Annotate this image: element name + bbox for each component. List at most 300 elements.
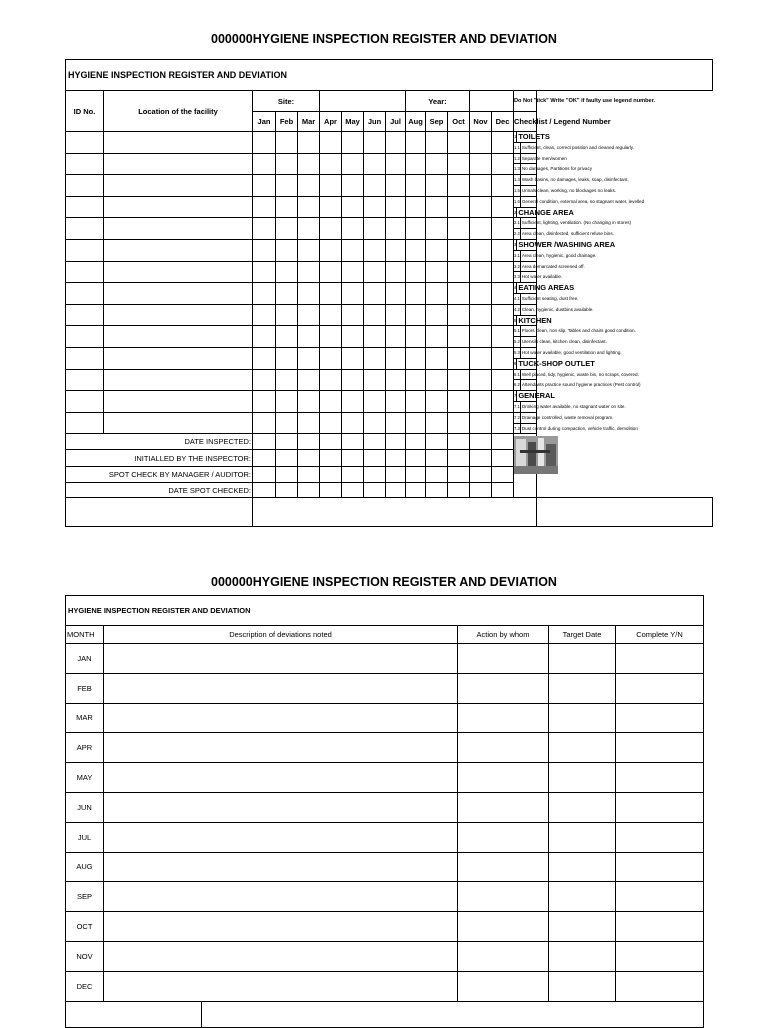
month-cell[interactable] bbox=[406, 132, 426, 154]
deviation-target-cell[interactable] bbox=[549, 703, 616, 733]
footer-month-cell[interactable] bbox=[276, 467, 298, 483]
month-cell[interactable] bbox=[298, 218, 320, 240]
footer-month-cell[interactable] bbox=[386, 450, 406, 467]
deviation-complete-cell[interactable] bbox=[616, 941, 704, 971]
month-cell[interactable] bbox=[298, 412, 320, 434]
deviation-description-cell[interactable] bbox=[104, 644, 458, 674]
footer-month-cell[interactable] bbox=[298, 467, 320, 483]
month-cell[interactable] bbox=[406, 175, 426, 197]
location-cell[interactable] bbox=[104, 196, 253, 218]
month-cell[interactable] bbox=[492, 132, 514, 154]
month-cell[interactable] bbox=[342, 391, 364, 413]
month-cell[interactable] bbox=[492, 239, 514, 261]
id-cell[interactable] bbox=[66, 304, 104, 326]
month-cell[interactable] bbox=[320, 283, 342, 305]
month-cell[interactable] bbox=[448, 391, 470, 413]
deviation-target-cell[interactable] bbox=[549, 763, 616, 793]
month-cell[interactable] bbox=[253, 391, 276, 413]
deviation-action-cell[interactable] bbox=[458, 763, 549, 793]
month-cell[interactable] bbox=[320, 347, 342, 369]
deviation-complete-cell[interactable] bbox=[616, 882, 704, 912]
month-cell[interactable] bbox=[448, 283, 470, 305]
month-cell[interactable] bbox=[448, 218, 470, 240]
month-cell[interactable] bbox=[426, 326, 448, 348]
month-cell[interactable] bbox=[386, 239, 406, 261]
deviation-complete-cell[interactable] bbox=[616, 644, 704, 674]
footer-month-cell[interactable] bbox=[342, 434, 364, 450]
month-cell[interactable] bbox=[426, 412, 448, 434]
month-cell[interactable] bbox=[253, 412, 276, 434]
footer-month-cell[interactable] bbox=[406, 450, 426, 467]
month-cell[interactable] bbox=[406, 304, 426, 326]
month-cell[interactable] bbox=[386, 347, 406, 369]
location-cell[interactable] bbox=[104, 153, 253, 175]
location-cell[interactable] bbox=[104, 283, 253, 305]
month-cell[interactable] bbox=[298, 261, 320, 283]
location-cell[interactable] bbox=[104, 412, 253, 434]
month-cell[interactable] bbox=[492, 218, 514, 240]
deviation-description-cell[interactable] bbox=[104, 971, 458, 1001]
footer-month-cell[interactable] bbox=[492, 434, 514, 450]
footer-month-cell[interactable] bbox=[320, 434, 342, 450]
footer-month-cell[interactable] bbox=[320, 483, 342, 498]
month-cell[interactable] bbox=[470, 347, 492, 369]
month-cell[interactable] bbox=[470, 326, 492, 348]
month-cell[interactable] bbox=[253, 175, 276, 197]
month-cell[interactable] bbox=[470, 261, 492, 283]
month-cell[interactable] bbox=[386, 391, 406, 413]
month-cell[interactable] bbox=[364, 153, 386, 175]
location-cell[interactable] bbox=[104, 239, 253, 261]
month-cell[interactable] bbox=[426, 153, 448, 175]
month-cell[interactable] bbox=[470, 304, 492, 326]
month-cell[interactable] bbox=[470, 369, 492, 391]
footer-month-cell[interactable] bbox=[492, 483, 514, 498]
month-cell[interactable] bbox=[298, 196, 320, 218]
month-cell[interactable] bbox=[276, 391, 298, 413]
deviation-action-cell[interactable] bbox=[458, 941, 549, 971]
footer-month-cell[interactable] bbox=[448, 434, 470, 450]
checklist-item bbox=[514, 164, 593, 175]
month-cell[interactable] bbox=[386, 369, 406, 391]
deviation-action-cell[interactable] bbox=[458, 733, 549, 763]
id-cell[interactable] bbox=[66, 412, 104, 434]
location-cell[interactable] bbox=[104, 261, 253, 283]
deviation-description-cell[interactable] bbox=[104, 941, 458, 971]
month-cell[interactable] bbox=[426, 369, 448, 391]
month-cell[interactable] bbox=[253, 369, 276, 391]
month-cell[interactable] bbox=[364, 369, 386, 391]
deviation-target-cell[interactable] bbox=[549, 882, 616, 912]
month-cell[interactable] bbox=[406, 391, 426, 413]
month-cell[interactable] bbox=[342, 196, 364, 218]
deviation-action-cell[interactable] bbox=[458, 882, 549, 912]
month-cell[interactable] bbox=[276, 261, 298, 283]
footer-month-cell[interactable] bbox=[406, 434, 426, 450]
location-cell[interactable] bbox=[104, 175, 253, 197]
deviation-target-cell[interactable] bbox=[549, 971, 616, 1001]
month-cell[interactable] bbox=[448, 239, 470, 261]
deviation-action-cell[interactable] bbox=[458, 912, 549, 942]
deviation-complete-cell[interactable] bbox=[616, 673, 704, 703]
month-cell[interactable] bbox=[426, 283, 448, 305]
month-cell[interactable] bbox=[470, 132, 492, 154]
month-cell[interactable] bbox=[253, 261, 276, 283]
footer-month-cell[interactable] bbox=[492, 450, 514, 467]
month-cell[interactable] bbox=[364, 304, 386, 326]
month-cell[interactable] bbox=[276, 196, 298, 218]
month-cell[interactable] bbox=[364, 132, 386, 154]
deviation-target-cell[interactable] bbox=[549, 733, 616, 763]
id-cell[interactable] bbox=[66, 196, 104, 218]
col-description-header: Description of deviations noted bbox=[104, 626, 458, 644]
month-cell[interactable] bbox=[253, 153, 276, 175]
deviation-action-cell[interactable] bbox=[458, 852, 549, 882]
month-cell[interactable] bbox=[320, 196, 342, 218]
footer-month-cell[interactable] bbox=[426, 434, 448, 450]
footer-month-cell[interactable] bbox=[342, 450, 364, 467]
footer-month-cell[interactable] bbox=[386, 434, 406, 450]
month-cell[interactable] bbox=[320, 326, 342, 348]
month-cell[interactable] bbox=[386, 261, 406, 283]
footer-month-cell[interactable] bbox=[426, 467, 448, 483]
month-cell[interactable] bbox=[320, 412, 342, 434]
checklist-section bbox=[514, 358, 595, 369]
footer-month-cell[interactable] bbox=[364, 467, 386, 483]
footer-month-cell[interactable] bbox=[448, 450, 470, 467]
id-cell[interactable] bbox=[66, 261, 104, 283]
footer-month-cell[interactable] bbox=[426, 450, 448, 467]
month-cell[interactable] bbox=[276, 218, 298, 240]
month-cell[interactable] bbox=[276, 153, 298, 175]
month-cell[interactable] bbox=[426, 261, 448, 283]
month-cell[interactable] bbox=[364, 175, 386, 197]
id-cell[interactable] bbox=[66, 326, 104, 348]
id-cell[interactable] bbox=[66, 132, 104, 154]
month-cell[interactable] bbox=[406, 347, 426, 369]
deviation-target-cell[interactable] bbox=[549, 792, 616, 822]
month-cell[interactable] bbox=[276, 239, 298, 261]
month-cell[interactable] bbox=[406, 239, 426, 261]
month-cell[interactable] bbox=[426, 218, 448, 240]
month-cell[interactable] bbox=[426, 391, 448, 413]
footer-month-cell[interactable] bbox=[426, 483, 448, 498]
month-cell[interactable] bbox=[342, 283, 364, 305]
month-cell[interactable] bbox=[470, 218, 492, 240]
month-cell[interactable] bbox=[342, 261, 364, 283]
month-cell[interactable] bbox=[406, 261, 426, 283]
month-cell[interactable] bbox=[298, 369, 320, 391]
month-cell[interactable] bbox=[406, 153, 426, 175]
month-cell[interactable] bbox=[276, 132, 298, 154]
location-cell[interactable] bbox=[104, 347, 253, 369]
footer-month-cell[interactable] bbox=[342, 483, 364, 498]
month-cell[interactable] bbox=[386, 304, 406, 326]
deviation-complete-cell[interactable] bbox=[616, 852, 704, 882]
month-cell[interactable] bbox=[298, 283, 320, 305]
month-cell[interactable] bbox=[342, 347, 364, 369]
month-cell[interactable] bbox=[406, 283, 426, 305]
footer-month-cell[interactable] bbox=[386, 483, 406, 498]
month-cell[interactable] bbox=[342, 412, 364, 434]
deviation-complete-cell[interactable] bbox=[616, 763, 704, 793]
month-cell[interactable] bbox=[364, 326, 386, 348]
deviation-description-cell[interactable] bbox=[104, 673, 458, 703]
month-cell[interactable] bbox=[426, 304, 448, 326]
deviation-complete-cell[interactable] bbox=[616, 703, 704, 733]
year-value[interactable] bbox=[470, 91, 514, 112]
footer-month-cell[interactable] bbox=[448, 483, 470, 498]
month-cell[interactable] bbox=[320, 261, 342, 283]
month-cell[interactable] bbox=[364, 412, 386, 434]
id-cell[interactable] bbox=[66, 153, 104, 175]
month-cell[interactable] bbox=[298, 347, 320, 369]
month-cell[interactable] bbox=[253, 283, 276, 305]
month-cell[interactable] bbox=[492, 412, 514, 434]
footer-month-cell[interactable] bbox=[470, 483, 492, 498]
month-cell[interactable] bbox=[298, 304, 320, 326]
checklist-text: CHANGE AREA bbox=[518, 207, 574, 217]
id-cell[interactable] bbox=[66, 283, 104, 305]
month-cell[interactable] bbox=[448, 369, 470, 391]
footer-month-cell[interactable] bbox=[276, 450, 298, 467]
footer-month-cell[interactable] bbox=[298, 483, 320, 498]
month-cell[interactable] bbox=[253, 218, 276, 240]
month-cell[interactable] bbox=[276, 175, 298, 197]
month-cell[interactable] bbox=[448, 412, 470, 434]
month-cell[interactable] bbox=[253, 239, 276, 261]
checklist-number: 4.2 bbox=[514, 305, 521, 315]
footer-month-cell[interactable] bbox=[406, 483, 426, 498]
month-cell[interactable] bbox=[386, 196, 406, 218]
month-cell[interactable] bbox=[320, 239, 342, 261]
month-cell[interactable] bbox=[386, 218, 406, 240]
deviation-action-cell[interactable] bbox=[458, 673, 549, 703]
month-cell[interactable] bbox=[448, 175, 470, 197]
id-cell[interactable] bbox=[66, 391, 104, 413]
footer-month-cell[interactable] bbox=[253, 467, 276, 483]
deviation-description-cell[interactable] bbox=[104, 912, 458, 942]
month-cell[interactable] bbox=[492, 304, 514, 326]
month-cell[interactable] bbox=[448, 132, 470, 154]
month-cell[interactable] bbox=[426, 175, 448, 197]
month-cell[interactable] bbox=[342, 239, 364, 261]
id-cell[interactable] bbox=[66, 218, 104, 240]
month-cell[interactable] bbox=[364, 283, 386, 305]
month-cell[interactable] bbox=[470, 175, 492, 197]
month-cell[interactable] bbox=[253, 326, 276, 348]
month-cell[interactable] bbox=[276, 326, 298, 348]
id-cell[interactable] bbox=[66, 175, 104, 197]
month-cell[interactable] bbox=[320, 132, 342, 154]
deviation-action-cell[interactable] bbox=[458, 792, 549, 822]
month-cell[interactable] bbox=[492, 283, 514, 305]
month-cell[interactable] bbox=[320, 369, 342, 391]
footer-month-cell[interactable] bbox=[406, 467, 426, 483]
footer-month-cell[interactable] bbox=[276, 434, 298, 450]
month-cell[interactable] bbox=[342, 153, 364, 175]
month-cell[interactable] bbox=[492, 326, 514, 348]
month-cell[interactable] bbox=[470, 196, 492, 218]
month-cell[interactable] bbox=[492, 196, 514, 218]
month-cell[interactable] bbox=[470, 391, 492, 413]
month-cell[interactable] bbox=[320, 218, 342, 240]
month-cell[interactable] bbox=[298, 132, 320, 154]
month-cell[interactable] bbox=[492, 153, 514, 175]
month-cell[interactable] bbox=[298, 239, 320, 261]
footer-month-cell[interactable] bbox=[253, 434, 276, 450]
deviation-action-cell[interactable] bbox=[458, 822, 549, 852]
month-cell[interactable] bbox=[276, 304, 298, 326]
location-cell[interactable] bbox=[104, 391, 253, 413]
deviation-target-cell[interactable] bbox=[549, 941, 616, 971]
month-cell[interactable] bbox=[298, 391, 320, 413]
month-cell[interactable] bbox=[342, 175, 364, 197]
month-cell[interactable] bbox=[364, 347, 386, 369]
deviation-action-cell[interactable] bbox=[458, 644, 549, 674]
footer-month-cell[interactable] bbox=[364, 434, 386, 450]
month-cell[interactable] bbox=[320, 175, 342, 197]
month-cell[interactable] bbox=[386, 326, 406, 348]
deviation-description-cell[interactable] bbox=[104, 852, 458, 882]
month-cell[interactable] bbox=[406, 218, 426, 240]
footer-month-cell[interactable] bbox=[320, 450, 342, 467]
month-cell[interactable] bbox=[298, 153, 320, 175]
deviation-description-cell[interactable] bbox=[104, 763, 458, 793]
month-cell[interactable] bbox=[406, 326, 426, 348]
month-cell[interactable] bbox=[448, 326, 470, 348]
month-cell[interactable] bbox=[492, 175, 514, 197]
footer-month-cell[interactable] bbox=[492, 467, 514, 483]
month-cell[interactable] bbox=[342, 132, 364, 154]
month-cell[interactable] bbox=[386, 283, 406, 305]
month-cell[interactable] bbox=[448, 196, 470, 218]
month-cell[interactable] bbox=[253, 132, 276, 154]
month-cell[interactable] bbox=[492, 369, 514, 391]
month-cell[interactable] bbox=[364, 218, 386, 240]
footer-month-cell[interactable] bbox=[470, 434, 492, 450]
location-cell[interactable] bbox=[104, 218, 253, 240]
footer-month-cell[interactable] bbox=[298, 434, 320, 450]
month-cell[interactable] bbox=[253, 196, 276, 218]
id-cell[interactable] bbox=[66, 369, 104, 391]
month-cell[interactable] bbox=[426, 132, 448, 154]
month-cell[interactable] bbox=[342, 369, 364, 391]
month-cell[interactable] bbox=[253, 304, 276, 326]
month-cell[interactable] bbox=[320, 391, 342, 413]
month-cell[interactable] bbox=[342, 326, 364, 348]
month-cell[interactable] bbox=[386, 412, 406, 434]
deviation-target-cell[interactable] bbox=[549, 852, 616, 882]
footer-month-cell[interactable] bbox=[320, 467, 342, 483]
location-cell[interactable] bbox=[104, 326, 253, 348]
deviation-description-cell[interactable] bbox=[104, 792, 458, 822]
footer-month-cell[interactable] bbox=[364, 450, 386, 467]
footer-month-cell[interactable] bbox=[276, 483, 298, 498]
footer-month-cell[interactable] bbox=[364, 483, 386, 498]
month-cell[interactable] bbox=[426, 239, 448, 261]
month-cell[interactable] bbox=[364, 261, 386, 283]
deviation-complete-cell[interactable] bbox=[616, 822, 704, 852]
month-cell[interactable] bbox=[386, 153, 406, 175]
deviation-complete-cell[interactable] bbox=[616, 792, 704, 822]
month-cell[interactable] bbox=[386, 132, 406, 154]
deviation-complete-cell[interactable] bbox=[616, 733, 704, 763]
month-cell[interactable] bbox=[426, 347, 448, 369]
month-cell[interactable] bbox=[364, 391, 386, 413]
deviation-target-cell[interactable] bbox=[549, 644, 616, 674]
location-cell[interactable] bbox=[104, 369, 253, 391]
month-cell[interactable] bbox=[470, 412, 492, 434]
deviation-target-cell[interactable] bbox=[549, 822, 616, 852]
month-cell[interactable] bbox=[406, 196, 426, 218]
footer-month-cell[interactable] bbox=[470, 450, 492, 467]
month-cell[interactable] bbox=[426, 196, 448, 218]
footer-month-cell[interactable] bbox=[448, 467, 470, 483]
month-cell[interactable] bbox=[448, 261, 470, 283]
id-cell[interactable] bbox=[66, 239, 104, 261]
deviation-complete-cell[interactable] bbox=[616, 971, 704, 1001]
location-cell[interactable] bbox=[104, 132, 253, 154]
month-cell[interactable] bbox=[470, 239, 492, 261]
month-cell[interactable] bbox=[406, 369, 426, 391]
footer-month-cell[interactable] bbox=[253, 450, 276, 467]
month-cell[interactable] bbox=[492, 391, 514, 413]
footer-month-cell[interactable] bbox=[470, 467, 492, 483]
month-cell[interactable] bbox=[342, 218, 364, 240]
id-cell[interactable] bbox=[66, 347, 104, 369]
month-cell[interactable] bbox=[470, 283, 492, 305]
footer-month-cell[interactable] bbox=[298, 450, 320, 467]
deviation-complete-cell[interactable] bbox=[616, 912, 704, 942]
footer-month-cell[interactable] bbox=[253, 483, 276, 498]
month-cell[interactable] bbox=[298, 175, 320, 197]
month-cell[interactable] bbox=[320, 304, 342, 326]
deviation-description-cell[interactable] bbox=[104, 703, 458, 733]
footer-month-cell[interactable] bbox=[342, 467, 364, 483]
month-cell[interactable] bbox=[448, 347, 470, 369]
month-cell[interactable] bbox=[276, 369, 298, 391]
month-cell[interactable] bbox=[276, 283, 298, 305]
deviation-target-cell[interactable] bbox=[549, 673, 616, 703]
month-cell[interactable] bbox=[386, 175, 406, 197]
deviation-description-cell[interactable] bbox=[104, 882, 458, 912]
month-cell[interactable] bbox=[492, 347, 514, 369]
month-cell[interactable] bbox=[364, 239, 386, 261]
month-cell[interactable] bbox=[448, 304, 470, 326]
deviation-description-cell[interactable] bbox=[104, 822, 458, 852]
location-cell[interactable] bbox=[104, 304, 253, 326]
month-cell[interactable] bbox=[364, 196, 386, 218]
deviation-action-cell[interactable] bbox=[458, 703, 549, 733]
month-cell[interactable] bbox=[320, 153, 342, 175]
deviation-target-cell[interactable] bbox=[549, 912, 616, 942]
month-cell[interactable] bbox=[470, 153, 492, 175]
month-cell[interactable] bbox=[342, 304, 364, 326]
deviation-description-cell[interactable] bbox=[104, 733, 458, 763]
deviation-action-cell[interactable] bbox=[458, 971, 549, 1001]
month-cell[interactable] bbox=[276, 412, 298, 434]
month-cell[interactable] bbox=[448, 153, 470, 175]
checklist-text: Attendants practice sound hygiene practices (Pest control) bbox=[521, 382, 641, 388]
month-cell[interactable] bbox=[298, 326, 320, 348]
month-cell[interactable] bbox=[276, 347, 298, 369]
month-cell[interactable] bbox=[253, 347, 276, 369]
site-value[interactable] bbox=[320, 91, 406, 112]
footer-month-cell[interactable] bbox=[386, 467, 406, 483]
month-cell[interactable] bbox=[492, 261, 514, 283]
month-cell[interactable] bbox=[406, 412, 426, 434]
